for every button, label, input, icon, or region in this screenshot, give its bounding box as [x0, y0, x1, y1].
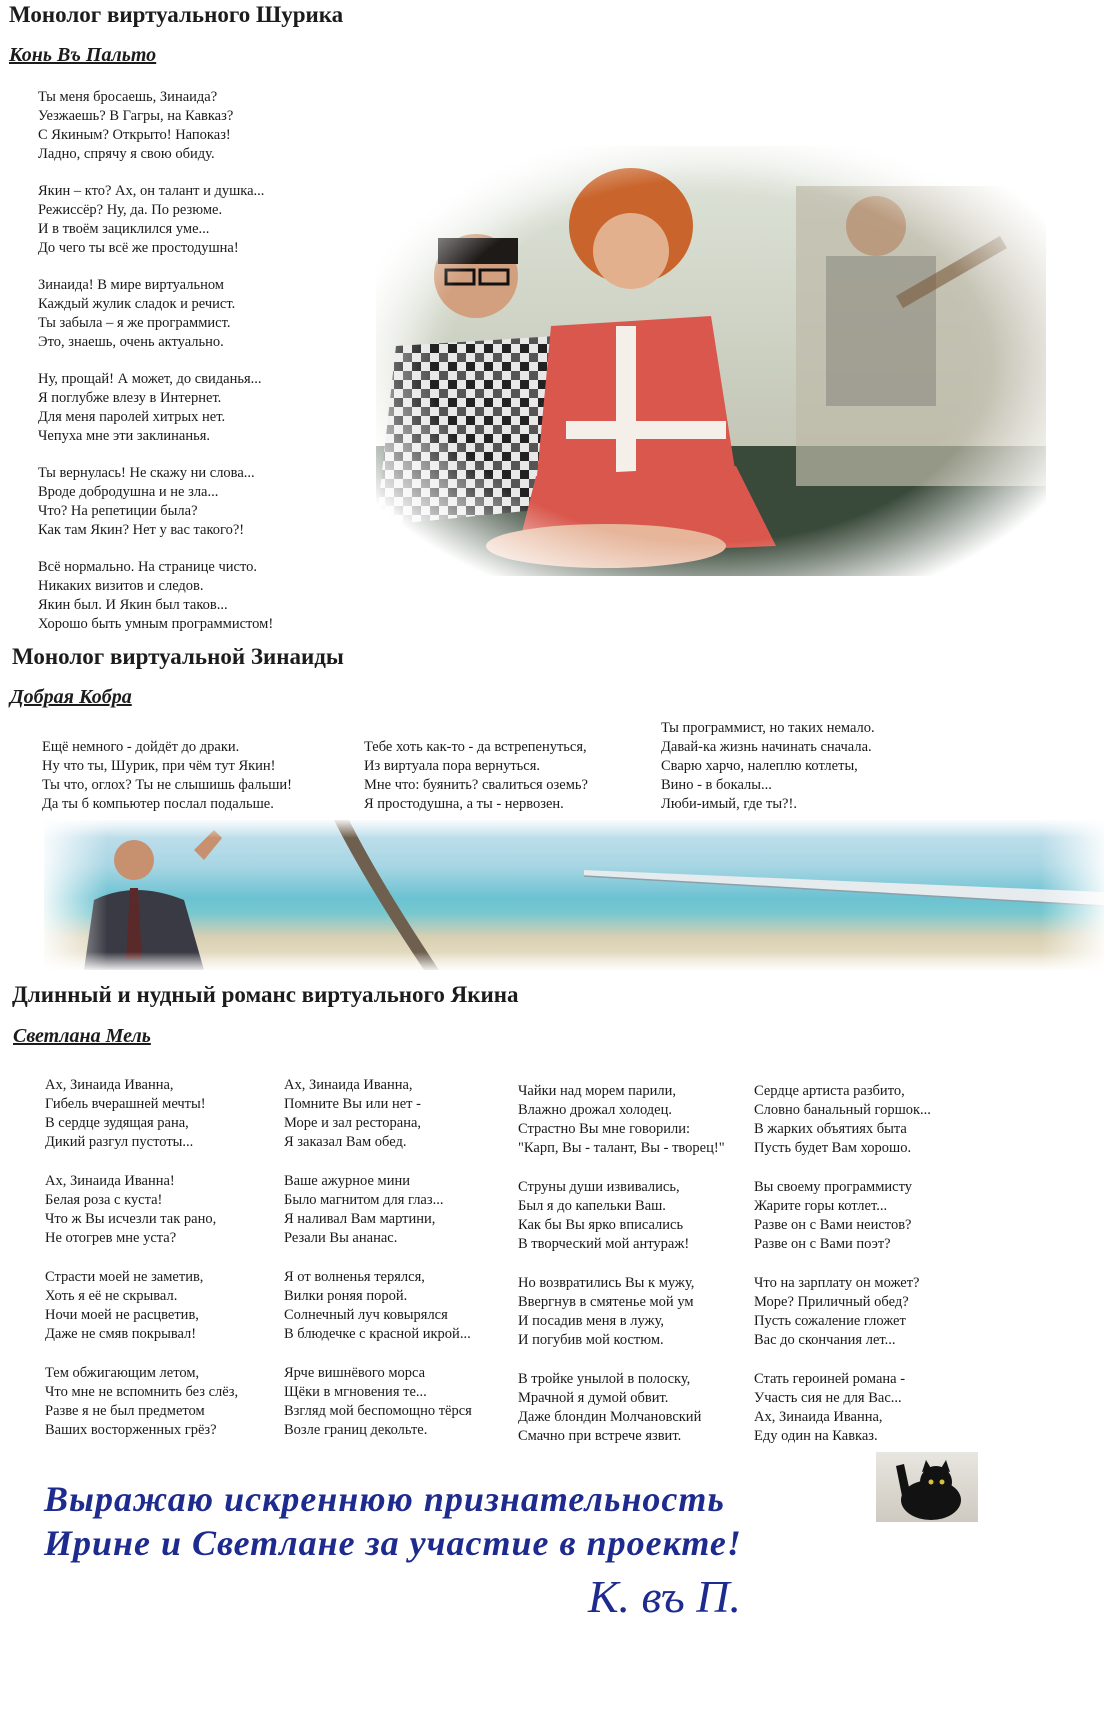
poem-line: Взгляд мой беспомощно тёрся: [284, 1403, 472, 1419]
poem-line: Белая роза с куста!: [45, 1192, 163, 1208]
poem-line: В тройке унылой в полоску,: [518, 1371, 691, 1387]
stanza: [45, 1268, 238, 1344]
yakin-column-4: [754, 1082, 931, 1466]
stanza: [518, 1274, 725, 1350]
poem-line: Вилки роняя порой.: [284, 1288, 408, 1304]
zina-column-2: [364, 738, 588, 814]
poem-shurik: [38, 88, 273, 652]
black-cat-illustration: [876, 1452, 978, 1522]
poem-line: Да ты б компьютер послал подальше.: [42, 796, 274, 812]
poem-line: Как там Якин? Нет у вас такого?!: [38, 522, 245, 538]
stanza: [518, 1082, 725, 1158]
poem-line: Чепуха мне эти заклинанья.: [38, 428, 210, 444]
poem-line: Это, знаешь, очень актуально.: [38, 334, 224, 350]
poem-line: Тем обжигающим летом,: [45, 1365, 200, 1381]
poem-line: Солнечный луч ковырялся: [284, 1307, 448, 1323]
poem-line: Ты забыла – я же программист.: [38, 315, 231, 331]
poem-line: Всё нормально. На странице чисто.: [38, 559, 257, 575]
poem-line: Не отогрев мне уста?: [45, 1230, 177, 1246]
poem-line: Я простодушна, а ты - нервозен.: [364, 796, 564, 812]
poem-line: Ярче вишнёвого морса: [284, 1365, 426, 1381]
poem-line: Ну, прощай! А может, до свиданья...: [38, 371, 262, 387]
poem-line: Ночи моей не расцветив,: [45, 1307, 199, 1323]
stanza: [38, 558, 273, 634]
signature: К. въ П.: [588, 1571, 742, 1622]
film-still-photo: [376, 146, 1046, 576]
poem-line: Влажно дрожал холодец.: [518, 1102, 672, 1118]
stanza: [38, 276, 273, 352]
stanza: [38, 370, 273, 446]
poem-line: Зинаида! В мире виртуальном: [38, 277, 224, 293]
poem-line: Было магнитом для глаз...: [284, 1192, 444, 1208]
poem-line: Вы своему программисту: [754, 1179, 912, 1195]
yakin-column-2: [284, 1076, 472, 1460]
poem-line: До чего ты всё же простодушна!: [38, 240, 239, 256]
film-still-illustration: [376, 146, 1046, 576]
poem-line: Вас до скончания лет...: [754, 1332, 896, 1348]
stanza: [284, 1076, 472, 1152]
black-cat-photo: [876, 1452, 978, 1522]
poem-line: Сердце артиста разбито,: [754, 1083, 905, 1099]
poem-line: И посадив меня в лужу,: [518, 1313, 664, 1329]
poem-line: Жарите горы котлет...: [754, 1198, 888, 1214]
poem-line: Я наливал Вам мартини,: [284, 1211, 436, 1227]
stanza: [45, 1076, 238, 1152]
poem-line: Страсти моей не заметив,: [45, 1269, 204, 1285]
section2-author: Добрая Кобра: [10, 686, 132, 708]
poem-line: Струны души извивались,: [518, 1179, 680, 1195]
stanza: [754, 1370, 931, 1446]
zina-column-3: [661, 719, 875, 814]
poem-line: Море? Приличный обед?: [754, 1294, 909, 1310]
stanza: [284, 1364, 472, 1440]
poem-line: Ещё немного - дойдёт до драки.: [42, 739, 240, 755]
poem-line: Что мне не вспомнить без слёз,: [45, 1384, 239, 1400]
poem-line: Я заказал Вам обед.: [284, 1134, 407, 1150]
poem-line: В жарких объятиях быта: [754, 1121, 907, 1137]
poem-line: Что ж Вы исчезли так рано,: [45, 1211, 217, 1227]
poem-line: Из виртуала пора вернуться.: [364, 758, 541, 774]
poem-line: Словно банальный горшок...: [754, 1102, 931, 1118]
poem-line: Участь сия не для Вас...: [754, 1390, 902, 1406]
beach-banner-photo: [44, 820, 1104, 970]
poem-line: Якин был. И Якин был таков...: [38, 597, 228, 613]
poem-line: Ваше ажурное мини: [284, 1173, 410, 1189]
poem-line: Море и зал ресторана,: [284, 1115, 422, 1131]
poem-line: Был я до капельки Ваш.: [518, 1198, 666, 1214]
stanza: [518, 1370, 725, 1446]
poem-line: Никаких визитов и следов.: [38, 578, 204, 594]
stanza: [754, 1274, 931, 1350]
acknowledgement-line-2: Ирине и Светлане за участие в проекте!: [44, 1523, 742, 1563]
poem-line: И в твоём зациклился уме...: [38, 221, 210, 237]
poem-line: Что на зарплату он может?: [754, 1275, 920, 1291]
poem-line: Якин – кто? Ах, он талант и душка...: [38, 183, 265, 199]
poem-line: Ах, Зинаида Иванна,: [284, 1077, 413, 1093]
poem-line: Стать героиней романа -: [754, 1371, 906, 1387]
poem-line: Чайки над морем парили,: [518, 1083, 676, 1099]
poem-line: Но возвратились Вы к мужу,: [518, 1275, 695, 1291]
poem-line: Ввергнув в смятенье мой ум: [518, 1294, 694, 1310]
section2-title: Монолог виртуальной Зинаиды: [12, 644, 344, 669]
poem-line: И погубив мой костюм.: [518, 1332, 664, 1348]
poem-line: Хорошо быть умным программистом!: [38, 616, 274, 632]
section1-author: Конь Въ Пальто: [9, 44, 157, 66]
poem-line: Ты меня бросаешь, Зинаида?: [38, 89, 218, 105]
poem-line: Хоть я её не скрывал.: [45, 1288, 178, 1304]
poem-line: Для меня паролей хитрых нет.: [38, 409, 226, 425]
poem-line: В сердце зудящая рана,: [45, 1115, 189, 1131]
poem-line: Резали Вы ананас.: [284, 1230, 398, 1246]
poem-line: Я от волненья терялся,: [284, 1269, 425, 1285]
poem-line: Помните Вы или нет -: [284, 1096, 421, 1112]
poem-line: С Якиным? Открыто! Напоказ!: [38, 127, 231, 143]
poem-line: Ваших восторженных грёз?: [45, 1422, 217, 1438]
stanza: [38, 464, 273, 540]
poem-line: Сварю харчо, налеплю котлеты,: [661, 758, 858, 774]
poem-line: Тебе хоть как-то - да встрепенуться,: [364, 739, 587, 755]
poem-line: Ты программист, но таких немало.: [661, 720, 875, 736]
poem-line: Давай-ка жизнь начинать сначала.: [661, 739, 872, 755]
poem-line: Ну что ты, Шурик, при чём тут Якин!: [42, 758, 276, 774]
poem-line: Вроде добродушна и не зла...: [38, 484, 219, 500]
poem-line: Я поглубже влезу в Интернет.: [38, 390, 222, 406]
poem-line: Каждый жулик сладок и речист.: [38, 296, 236, 312]
yakin-column-1: [45, 1076, 238, 1460]
stanza: [284, 1172, 472, 1248]
poem-line: Режиссёр? Ну, да. По резюме.: [38, 202, 223, 218]
zina-column-1: [42, 738, 292, 814]
section1-title: Монолог виртуального Шурика: [9, 2, 344, 27]
stanza: [754, 1082, 931, 1158]
poem-line: Гибель вчерашней мечты!: [45, 1096, 206, 1112]
poem-line: Ах, Зинаида Иванна!: [45, 1173, 175, 1189]
stanza: [45, 1364, 238, 1440]
poem-line: Люби-имый, где ты?!.: [661, 796, 797, 812]
poem-line: Как бы Вы ярко вписались: [518, 1217, 684, 1233]
stanza: [38, 182, 273, 258]
beach-banner-illustration: [44, 820, 1104, 970]
acknowledgement-line-1: Выражаю искреннюю признательность: [44, 1479, 725, 1519]
poem-line: Ты что, оглох? Ты не слышишь фальши!: [42, 777, 292, 793]
poem-line: Ах, Зинаида Иванна,: [45, 1077, 174, 1093]
poem-line: Дикий разгул пустоты...: [45, 1134, 194, 1150]
section3-title: Длинный и нудный романс виртуального Якина: [12, 982, 519, 1007]
section3-author: Светлана Мель: [13, 1025, 151, 1047]
poem-line: Разве я не был предметом: [45, 1403, 205, 1419]
poem-line: Разве он с Вами неистов?: [754, 1217, 912, 1233]
poem-line: Страстно Вы мне говорили:: [518, 1121, 690, 1137]
poem-line: Что? На репетиции была?: [38, 503, 198, 519]
poem-line: Ах, Зинаида Иванна,: [754, 1409, 883, 1425]
poem-line: Возле границ декольте.: [284, 1422, 428, 1438]
stanza: [284, 1268, 472, 1344]
poem-line: Ладно, спрячу я свою обиду.: [38, 146, 215, 162]
poem-line: Вино - в бокалы...: [661, 777, 772, 793]
poem-line: Мне что: буянить? свалиться оземь?: [364, 777, 588, 793]
poem-line: Пусть сожаление гложет: [754, 1313, 906, 1329]
poem-line: В блюдечке с красной икрой...: [284, 1326, 471, 1342]
poem-line: Еду один на Кавказ.: [754, 1428, 878, 1444]
stanza: [754, 1178, 931, 1254]
poem-line: Разве он с Вами поэт?: [754, 1236, 891, 1252]
poem-line: "Карп, Вы - талант, Вы - творец!": [518, 1140, 725, 1156]
poem-line: Мрачной я думой обвит.: [518, 1390, 669, 1406]
poem-line: Ты вернулась! Не скажу ни слова...: [38, 465, 255, 481]
poem-line: Пусть будет Вам хорошо.: [754, 1140, 912, 1156]
poem-line: Даже блондин Молчановский: [518, 1409, 702, 1425]
stanza: [518, 1178, 725, 1254]
poem-line: Уезжаешь? В Гагры, на Кавказ?: [38, 108, 234, 124]
stanza: [38, 88, 273, 164]
poem-line: Даже не смяв покрывал!: [45, 1326, 197, 1342]
poem-line: В творческий мой антураж!: [518, 1236, 690, 1252]
poem-line: Щёки в мгновения те...: [284, 1384, 427, 1400]
stanza: [45, 1172, 238, 1248]
poem-line: Смачно при встрече язвит.: [518, 1428, 682, 1444]
yakin-column-3: [518, 1082, 725, 1466]
